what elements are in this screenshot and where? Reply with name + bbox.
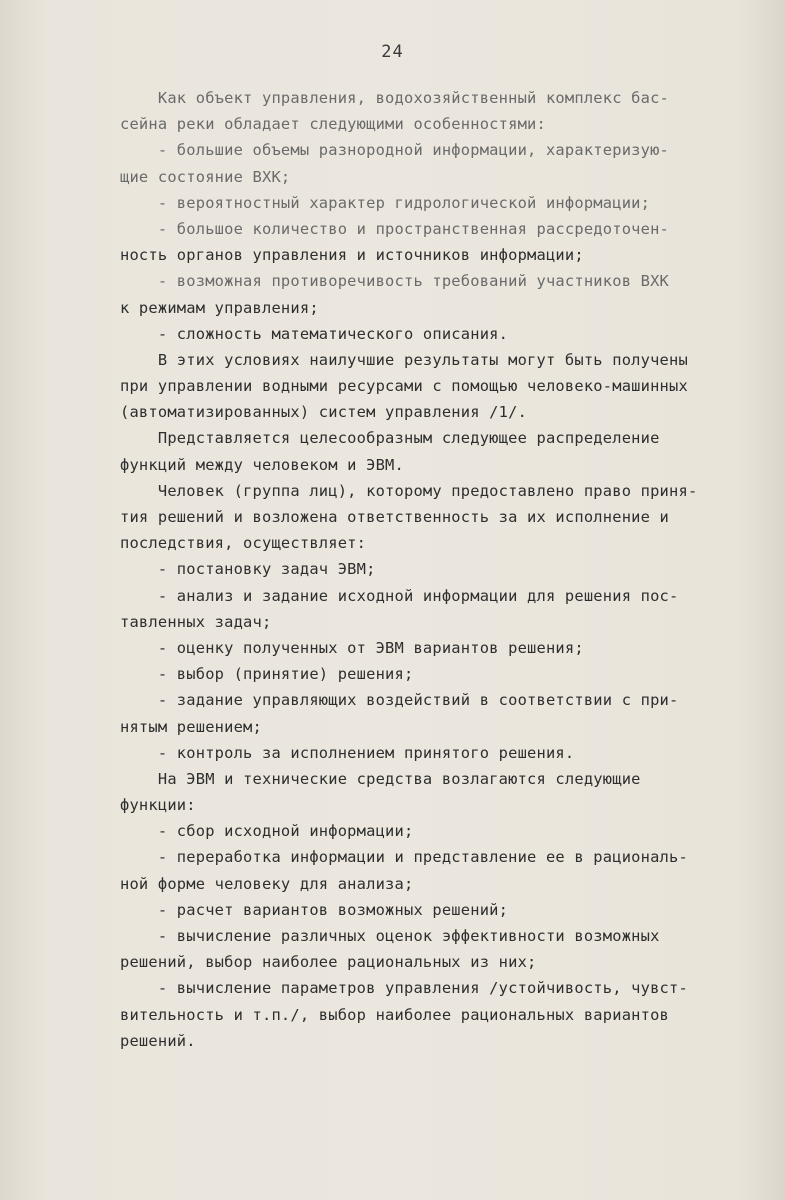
text-line: функций между человеком и ЭВМ.	[120, 455, 404, 474]
text-line: (автоматизированных) систем управления /1/.	[120, 403, 528, 422]
text-line: к режимам управления;	[120, 298, 319, 317]
text-line: вительность и т.п./, выбор наиболее рациональных вариантов	[120, 1005, 670, 1024]
text-line: - контроль за исполнением принятого решения.	[120, 743, 575, 762]
text-line: - возможная противоречивость требований участников ВХК	[120, 272, 670, 291]
text-line: тавленных задач;	[120, 612, 272, 631]
text-line: функции:	[120, 796, 196, 815]
text-line: - оценку полученных от ЭВМ вариантов решения;	[120, 638, 584, 657]
text-line: На ЭВМ и технические средства возлагаются следующие	[120, 769, 641, 788]
text-line: - переработка информации и представление ее в рациональ-	[120, 848, 688, 867]
text-line: тия решений и возложена ответственность за их исполнение и	[120, 508, 670, 526]
text-line: - вычисление параметров управления /устойчивость, чувст-	[120, 979, 688, 998]
text-line: щие состояние ВХК;	[120, 167, 291, 186]
text-line: - большое количество и пространственная рассредоточен-	[120, 219, 670, 238]
page-number: 24	[381, 42, 404, 62]
text-line: ной форме человеку для анализа;	[120, 874, 414, 893]
text-line: при управлении водными ресурсами с помощью человеко-машинных	[120, 377, 688, 396]
text-line: Человек (группа лиц), которому предоставлено право приня-	[120, 481, 698, 500]
text-line: - постановку задач ЭВМ;	[120, 560, 376, 579]
text-line: - задание управляющих воздействий в соответствии с при-	[120, 691, 679, 710]
text-line: - большие объемы разнородной информации, характеризую-	[120, 141, 670, 160]
text-line: - сбор исходной информации;	[120, 822, 414, 841]
text-line: - расчет вариантов возможных решений;	[120, 900, 509, 919]
text-line: последствия, осуществляет:	[120, 534, 367, 553]
text-line: - анализ и задание исходной информации для решения пос-	[120, 586, 679, 605]
text-line: нятым решением;	[120, 717, 262, 736]
text-line: решений, выбор наиболее рациональных из них;	[120, 953, 537, 972]
text-line: В этих условиях наилучшие результаты могут быть получены	[120, 350, 688, 369]
text-line: - вероятностный характер гидрологической информации;	[120, 193, 651, 212]
text-line: Представляется целесообразным следующее распределение	[120, 429, 660, 448]
text-line: ность органов управления и источников информации;	[120, 246, 584, 265]
text-line: Как объект управления, водохозяйственный комплекс бас-	[120, 89, 670, 107]
text-line: - сложность математического описания.	[120, 324, 509, 343]
text-line: - выбор (принятие) решения;	[120, 665, 414, 684]
text-line: решений.	[120, 1031, 196, 1050]
text-line: - вычисление различных оценок эффективности возможных	[120, 927, 660, 945]
text-line: сейна реки обладает следующими особенностями:	[120, 115, 546, 134]
body-text	[120, 85, 732, 1054]
